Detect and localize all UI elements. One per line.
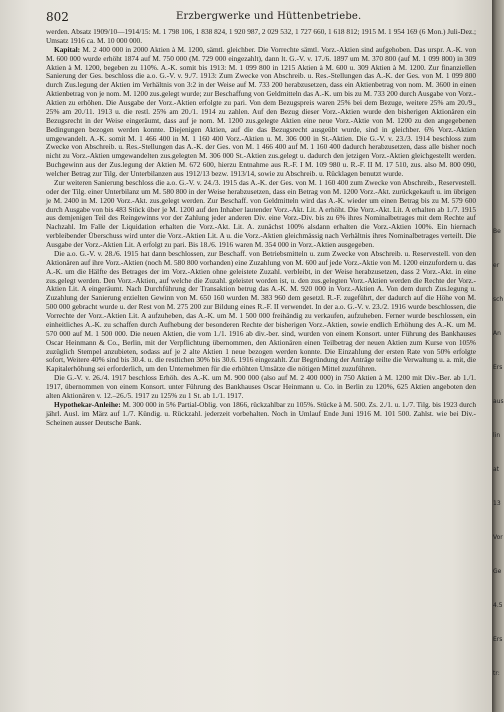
margin-fragment: Vor xyxy=(493,534,503,541)
margin-fragment: tr: xyxy=(493,670,500,677)
margin-fragment: Be xyxy=(493,228,501,235)
margin-fragment: 4.5 xyxy=(493,602,503,609)
paragraph-gv-1915 xyxy=(46,250,476,374)
paragraph-text: Zur weiteren Sanierung beschloss die a.o. G.-V. v. 24./3. 1915 das A.-K. der Ges. von M. 1 160 400 zum Zwecke von Abschreib., Reservestell. oder der Tilg. einer Unterbilanz um M. 580 800 in der Weise herabzusetzen, dass ein Betrag von M. 1200 Vorz.-Akt. zurückgekauft u. im übrigen je M. 2400 in M. 1200 Vorz.-Akt. zus.gelegt werden. Zur Beschaff. von Geldmitteln wird das A.-K. wieder um einen Betrag bis zu M. 579 600 durch Ausgabe von bis 483 Stück über je M. 1200 auf den Inhaber lautender Vorz.-Akt. Lit. A erhöht. Die Vorz.-Akt. Lit. A erhalten ab 1./7. 1915 aus demjenigen Teil des Reingewinns vor der Zahlung jeder anderen Div. eine Vorz.-Div. bis zu 6% ihres Nominalbetrages mit dem Rechte auf Nachzahl. Im Falle der Liquidation erhalten die Vorz.-Akt. Lit. A. zunächst 100% alsdann erhalten die Vorz.-Aktien 100%. Ein hiernach verbleibender Überschuss wird unter die Vorz.-Aktien Lit. A u. die Vorz.-Aktien gleichmässig nach Verhältnis ihres Nominalbetrages verteilt. Die Ausgabe der Vorz.-Aktien Lit. A erfolgt zu pari. Bis 18./6. 1916 waren M. 354 000 in Vorz.-Aktien ausgegeben. xyxy=(46,177,476,249)
running-title: Erzbergwerke und Hüttenbetriebe. xyxy=(176,11,362,22)
paragraph-text: M. 2 400 000 in 2000 Aktien à M. 1200, sämtl. gleichber. Die Vorrechte sämtl. Vorz.-Aktien sind aufgehoben. Das urspr. A.-K. von M. 600 000 wurde erhöht 1874 auf M. 750 000 (M. 729 000 eingezahlt), dann lt. G.-V. v. 17./6. 1897 um M. 370 800 (auf M. 1 099 800) in 309 Aktien à M. 1200, begeben zu 110%. A.-K. somit bis 1913: M. 1 099 800 in 1215 Aktien à M. 600 u. 309 Aktien à M. 1200. Zur finanziellen Sanierung der Ges. beschloss die a.o. G.-V. v. 9./7. 1913: Zum Zwecke von Abschreib. u. Res.-Stellungen das A.-K. der Ges. von M. 1 099 800 durch Zus.legung der Aktien im Verhältnis von 3:2 in der Weise auf M. 733 200 herabzusetzen, dass ein Aktienbetrag von nom. M. 3600 in einen Aktienbetrag von je nom. M. 1200 zus.gelegt wurde; zur Beschaffung von Geldmitteln das A.-K. um bis zu M. 733 200 durch Ausgabe von Vorz.-Aktien zu erhöhen. Die Ausgabe der Vorz.-Aktien erfolgte zu pari. Von dem Bezugspreis waren 25% bei dem Bezuge, weitere 25% am 20./9., 25% am 20./11. 1913 u. die restl. 25% am 20./1. 1914 zu zahlen. Auf den Bezug dieser Vorz.-Aktien wurde den bisherigen Aktionären ein Bezugsrecht in der Weise eingeräumt, dass auf je nom. M. 1200 zus.gelegte Aktien eine neue Vorz.-Aktie von M. 1200 zu den angegebenen Bedingungen bezogen werden konnte. Diejenigen Aktien, auf die das Bezugsrecht ausgeübt wurde, sind in gleichber. 6% Vorz.-Aktien umgewandelt. A.-K. somit M. 1 466 400 in M. 1 160 400 Vorz.-Aktien u. M. 306 000 in St.-Aktien. Die G.-V. v. 23./3. 1914 beschloss zum Zwecke von Abschreib. u. Res.-Stellungen das A.-K. der Ges. von M. 1 466 400 auf M. 1 160 400 dadurch herabzusetzen, dass alle bisher noch nicht zu Vorz.-Aktien umgewandelten zus.gelegten M. 306 000 St.-Aktien zus.gelegt u. dadurch den jetzigen Vorz.-Aktien gleichgestellt werden. Buchgewinn aus der Zus.legung der Aktien M. 672 600, hierzu Entnahme aus R.-F. I M. 109 980 u. R.-F. II M. 17 510, zus. also M. 800 090, welcher Betrag zur Tilg. der Unterbilanzen aus 1912/13 bezw. 1913/14, sowie zu Abschreib. u. Rücklagen benutzt wurde. xyxy=(46,44,476,178)
section-label-capital: Kapital: xyxy=(54,44,81,54)
margin-fragment: aus xyxy=(493,398,504,405)
paragraph-text: M. 300 000 in 5% Partial-Oblig. von 1866, rückzahlbar zu 105%. Stücke à M. 500. Zs. 2./1. u. 1./7. Tilg. bis 1923 durch jährl. Ausl. im März auf 1./7. Kündig. u. Rückzahl. jederzeit vorbehalten. Noch in Umlauf Ende Juni 1916 M. 101 500. Zahlst. wie bei Div.-Scheinen ausser Deutsche Bank. xyxy=(46,399,476,427)
section-label-mortgage: Hypothekar-Anleihe: xyxy=(54,399,121,409)
margin-fragment: 13 xyxy=(493,500,501,507)
page-header xyxy=(46,10,476,26)
margin-fragment: at xyxy=(493,466,500,473)
margin-fragment: lin xyxy=(493,432,501,439)
paragraph-revenue xyxy=(46,28,476,46)
paragraph-mortgage-loan xyxy=(46,401,476,428)
paragraph-text: Die G.-V. v. 26./4. 1917 beschloss Erhöh. des A.-K. um M. 900 000 (also auf M. 2 400 000) in 750 Aktien à M. 1200 mit Div.-Ber. ab 1./1. 1917, übernommen von einem Konsort. unter Führung des Bankhauses Oscar Heinmann u. Co. in Berlin zu 120%, 625 Aktien angeboten den alten Aktionären v. 12.–26./5. 1917 zu 125% zu 1 St. ab 1./1. 1917. xyxy=(46,373,476,400)
margin-fragment: Ers xyxy=(493,636,503,643)
page-number: 802 xyxy=(46,10,69,24)
paragraph-capital xyxy=(46,46,476,179)
margin-fragment: Ge xyxy=(493,568,502,575)
paragraph-gv-1917 xyxy=(46,374,476,401)
margin-fragment: sch xyxy=(493,296,504,303)
margin-fragment: Ers xyxy=(493,364,503,371)
margin-fragment: er xyxy=(493,262,500,269)
paragraph-text: werden. Absatz 1909/10—1914/15: M. 1 798 106, 1 838 824, 1 920 987, 2 029 532, 1 727 660, 1 618 812; 1915 M. 1 954 169 (6 Mon.) Juli-Dez.; Umsatz 1916 ca. M. 10 000 000. xyxy=(46,27,476,45)
adjacent-page-edge xyxy=(492,0,504,712)
document-body xyxy=(46,28,476,708)
paragraph-text: Die a.o. G.-V. v. 28./6. 1915 hat dann beschlossen, zur Beschaff. von Betriebsmitteln u. zum Zwecke von Abschreib. u. Reservestell. von den Aktionären auf ihre Vorz.-Aktien (noch M. 580 800 vorhanden) eine Zuzahlung von M. 600 auf jede Vorz.-Aktie von M. 1200 einzufordern u. das A.-K. um die Hälfte des Betrages der im Vorz.-Aktien ohne geleistete Zuzahl. verbleibt, in der Weise herabzusetzen, dass 2 Vorz.-Akt. in eine zus.gelegt werden. Den Vorz.-Aktien, auf welche die Zuzahl. geleistet worden ist, u. den zus.gelegten Vorz.-Aktien werden die Rechte der Vorz.-Aktien Lit. A eingeräumt. Nach Durchführung der Transaktion betrug das A.-K. M. 920 000 in Vorz.-Aktien A. Von dem durch Zus.legung u. Zuzahlung der Sanierung erzielten Gewinn von M. 650 160 wurden M. 383 960 dem gesetzl. R.-F. zugeführt, der dadurch auf die Höhe von M. 500 000 gebracht wurde u. der Rest von M. 275 200 zur Bildung eines R.-F. II verwendet. In der a.o. G.-V. v. 23./2. 1916 wurde beschlossen, die Vorrechte der Vorz.-Aktien Lit. A aufzuheben, das A.-K. um M. 1 500 000 freihändig zu verkaufen, aufzuheben. Ferner wurde beschlossen, ein einheitliches A.-K. zu schaffen durch Aufhebung der besonderen Rechte der bisherigen Vorz.-Aktien, sowie endlich Erhöhung des A.-K. um M. 570 000 auf M. 1 500 000. Die neuen Aktien, die vom 1./1. 1916 ab div.-ber. sind, wurden von einem Konsort. unter Führung des Bankhauses Oscar Heinmann & Co., Berlin, mit der Verpflichtung übernommen, den Aktionären einen Teilbetrag der neuen Aktien zum Kurse von 105% zuzüglich Stempel anzubieten, sodass auf je 2 alte Aktien 1 neue bezogen werden konnte. Die Einzahlung der ersten Rate von 50% erfolgte sofort, Weitere 40% sind bis 30.4. u. die restlichen 30% bis 30.6. 1916 eingezahlt. Zur Begründung der Anträge teilte die Verwaltung u. a. mit, die Kapitalerhöhung sei erforderlich, um den Unternehmen für die erhöhten Umsätze die nötigen Mittel zuzuführen. xyxy=(46,248,476,374)
paragraph-sanierung-1915 xyxy=(46,179,476,250)
margin-fragment: An xyxy=(493,330,501,337)
